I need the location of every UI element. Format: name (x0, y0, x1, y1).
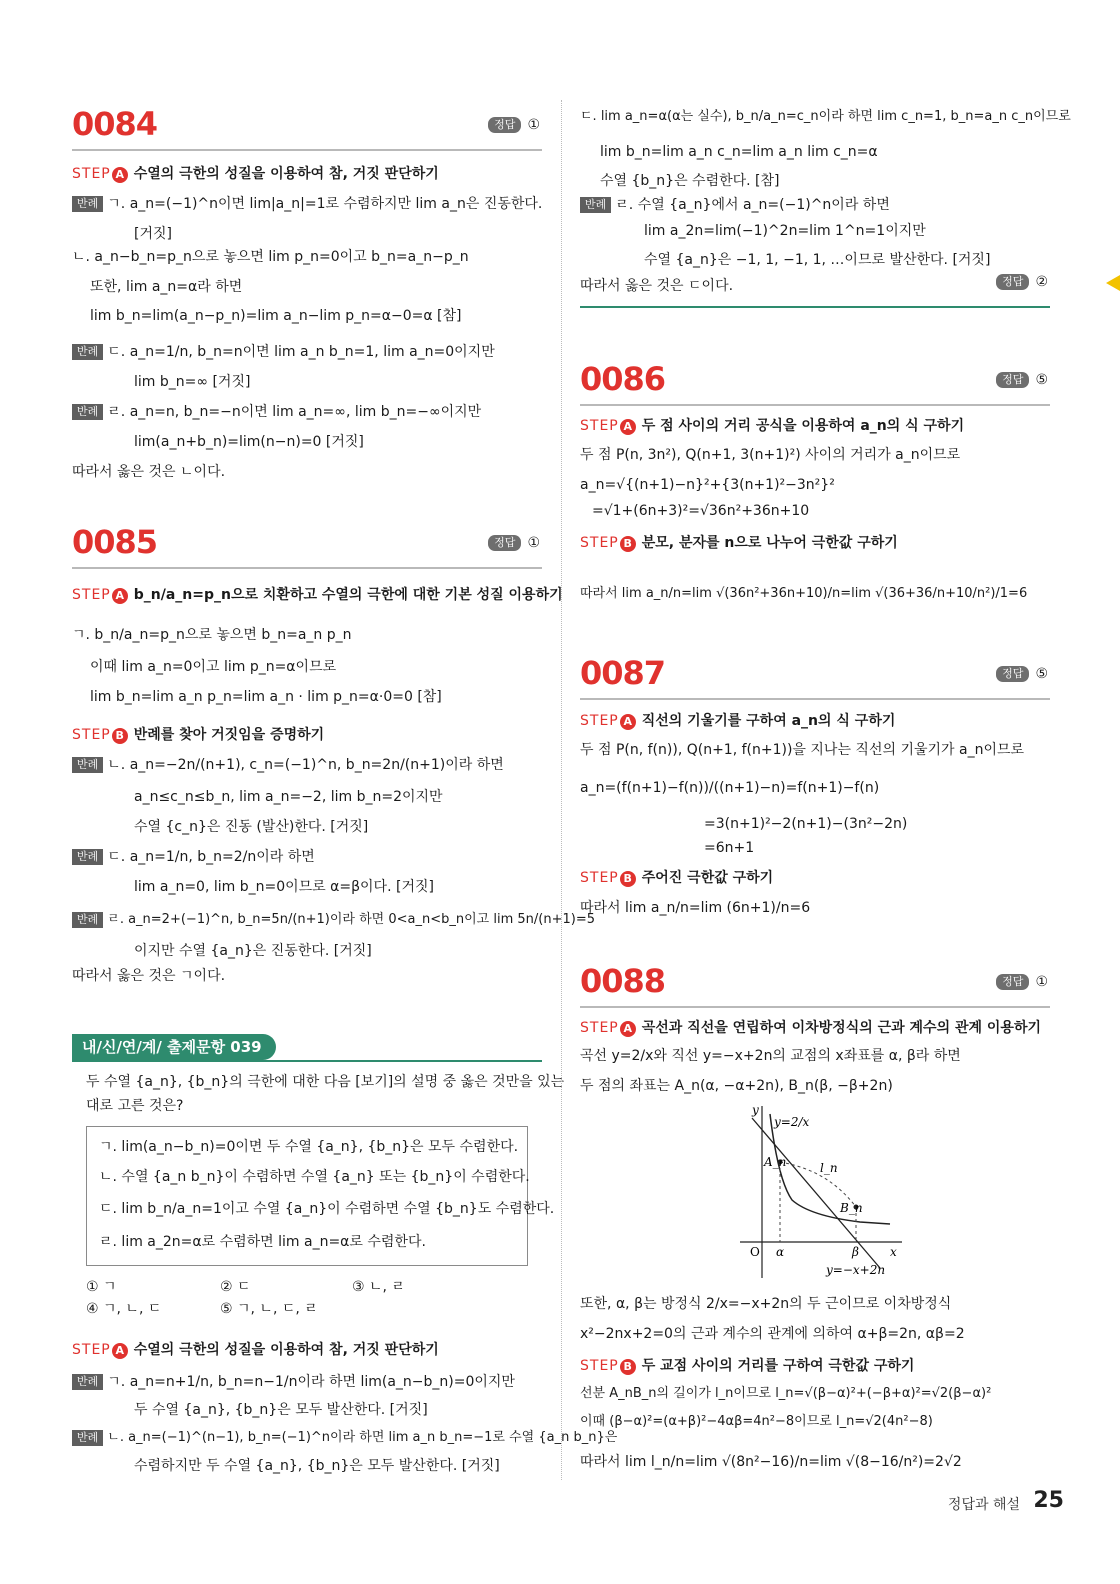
line-neg-x-2n (752, 1118, 880, 1268)
step-word: STEP (580, 713, 619, 729)
x-label: x (890, 1245, 897, 1259)
problem-number: 0086 (580, 360, 666, 398)
answer-tag: 정답 (996, 274, 1029, 290)
solution-line: 반례 ㄷ. a_n=1/n, b_n=2/n이라 하면 (72, 847, 315, 867)
step-title: 곡선과 직선을 연립하여 이차방정식의 근과 계수의 관계 이용하기 (641, 1020, 1041, 1036)
solution-line: 두 점 P(n, 3n²), Q(n+1, 3(n+1)²) 사이의 거리가 a_n이므로 (580, 447, 961, 463)
segment-label: l_n (820, 1161, 838, 1175)
choice-2[interactable]: ② ㄷ (220, 1279, 251, 1295)
conclusion-line: 따라서 옳은 것은 ㄴ이다. (72, 464, 226, 480)
solution-line: 선분 A_nB_n의 길이가 l_n이므로 l_n=√(β−α)²+(−β+α)²=√2(β−α)² (580, 1386, 992, 1401)
solution-line: 두 점의 좌표는 A_n(α, −α+2n), B_n(β, −β+2n) (580, 1078, 893, 1094)
solution-line: 반례 ㄹ. a_n=n, b_n=−n이면 lim a_n=∞, lim b_n=−∞이지만 (72, 402, 481, 422)
solution-line: 반례 ㄹ. 수열 {a_n}에서 a_n=(−1)^n이라 하면 (580, 195, 890, 215)
choice-1[interactable]: ① ㄱ (86, 1279, 117, 1295)
problem-0087-header (580, 654, 1050, 700)
step-a-heading (580, 711, 895, 731)
solution-line: 수열 {c_n}은 진동 (발산)한다. [거짓] (134, 819, 369, 835)
origin-label: O (750, 1245, 760, 1259)
solution-line: a_n≤c_n≤b_n, lim a_n=−2, lim b_n=2이지만 (134, 789, 443, 805)
solution-line: 반례 ㄴ. a_n=(−1)^(n−1), b_n=(−1)^n이라 하면 lim a_n b_n=−1로 수열 {a_n b_n}은 (72, 1428, 617, 1448)
step-title: 수열의 극한의 성질을 이용하여 참, 거짓 판단하기 (133, 166, 439, 182)
step-badge-a: A (112, 167, 128, 183)
problem-0084-header (72, 105, 542, 151)
solution-line: 반례 ㄴ. a_n=−2n/(n+1), c_n=(−1)^n, b_n=2n/(n+1)이라 하면 (72, 755, 504, 775)
conclusion-line: 따라서 옳은 것은 ㄱ이다. (72, 968, 226, 984)
answer-label (488, 535, 540, 551)
answer-tag: 정답 (996, 372, 1029, 388)
step-b-heading (580, 1356, 914, 1376)
step-title: b_n/a_n=p_n으로 치환하고 수열의 극한에 대한 기본 성질 이용하기 (133, 587, 563, 603)
answer-tag: 정답 (488, 535, 521, 551)
solution-line: 수열 {b_n}은 수렴한다. [참] (600, 173, 780, 189)
counter-tag: 반례 (580, 197, 611, 213)
step-badge-a: A (620, 419, 636, 435)
point-b-label: B_n (840, 1201, 863, 1215)
bogi-box (86, 1126, 555, 1266)
column-divider (561, 100, 562, 1480)
step-word: STEP (580, 535, 619, 551)
step-a-heading (72, 164, 439, 184)
solution-line: x²−2nx+2=0의 근과 계수의 관계에 의하여 α+β=2n, αβ=2 (580, 1326, 965, 1342)
solution-line: 반례 ㄱ. a_n=n+1/n, b_n=n−1/n이라 하면 lim(a_n−b_n)=0이지만 (72, 1372, 515, 1392)
problem-0085-header (72, 523, 542, 569)
step-badge-b: B (620, 536, 636, 552)
solution-line: ㄱ. b_n/a_n=p_n으로 놓으면 b_n=a_n p_n (72, 627, 352, 643)
naesin-header (72, 1034, 542, 1064)
point-a-label: A_n (764, 1155, 787, 1169)
y-label: y (752, 1103, 759, 1117)
alpha-label: α (776, 1245, 785, 1259)
step-a-heading (580, 1018, 1041, 1038)
step-word: STEP (72, 727, 111, 743)
answer-tag: 정답 (996, 666, 1029, 682)
step-word: STEP (580, 1358, 619, 1374)
solution-line: =3(n+1)²−2(n+1)−(3n²−2n) (704, 816, 908, 832)
solution-line: 또한, α, β는 방정식 2/x=−x+2n의 두 근이므로 이차방정식 (580, 1296, 952, 1312)
step-badge-b: B (620, 1359, 636, 1375)
step-word: STEP (72, 1342, 111, 1358)
bogi-item: ㄹ. lim a_2n=α로 수렴하면 lim a_n=α로 수렴한다. (99, 1234, 426, 1250)
solution-line: [거짓] (134, 226, 172, 242)
step-b-heading (580, 868, 773, 888)
beta-label: β (852, 1245, 859, 1259)
step-title: 주어진 극한값 구하기 (641, 870, 774, 886)
answer-tag: 정답 (488, 117, 521, 133)
solution-line: lim b_n=lim a_n c_n=lim a_n lim c_n=α (600, 144, 878, 160)
footer-label: 정답과 해설 (947, 1497, 1020, 1513)
solution-line: 반례 ㄱ. a_n=(−1)^n이면 lim|a_n|=1로 수렴하지만 lim a_n은 진동한다. (72, 194, 542, 214)
counter-tag: 반례 (72, 1374, 103, 1390)
step-word: STEP (580, 1020, 619, 1036)
solution-line: lim b_n=lim a_n p_n=lim a_n · lim p_n=α·0=0 [참] (90, 689, 442, 705)
answer-label (488, 117, 540, 133)
solution-line: lim a_2n=lim(−1)^2n=lim 1^n=1이지만 (644, 223, 926, 239)
answer-label (996, 372, 1048, 388)
solution-line: 두 점 P(n, f(n)), Q(n+1, f(n+1))을 지나는 직선의 기울기가 a_n이므로 (580, 742, 1025, 758)
naesin-rule (72, 1060, 542, 1062)
counter-tag: 반례 (72, 1430, 103, 1446)
counter-tag: 반례 (72, 849, 103, 865)
answer-value: ② (1035, 274, 1048, 290)
step-title: 반례를 찾아 거짓임을 증명하기 (133, 727, 325, 743)
step-badge-b: B (620, 871, 636, 887)
step-badge-a: A (620, 714, 636, 730)
solution-line: 따라서 lim a_n/n=lim (6n+1)/n=6 (580, 900, 811, 916)
choice-5[interactable]: ⑤ ㄱ, ㄴ, ㄷ, ㄹ (220, 1301, 318, 1317)
solution-line: =√1+(6n+3)²=√36n²+36n+10 (592, 503, 810, 519)
question-line: 대로 고른 것은? (86, 1098, 184, 1114)
step-word: STEP (72, 587, 111, 603)
solution-line: 수열 {a_n}은 −1, 1, −1, 1, …이므로 발산한다. [거짓] (644, 252, 991, 268)
step-a-heading (72, 585, 563, 605)
step-a-heading (580, 416, 964, 436)
problem-number: 0084 (72, 105, 158, 143)
step-badge-a: A (112, 1343, 128, 1359)
problem-0088-header (580, 962, 1050, 1008)
solution-line: 이때 lim a_n=0이고 lim p_n=α이므로 (90, 659, 337, 675)
solution-line: 반례 ㄹ. a_n=2+(−1)^n, b_n=5n/(n+1)이라 하면 0<a_n<b_n이고 lim 5n/(n+1)=5 (72, 910, 595, 930)
answer-value: ⑤ (1035, 666, 1048, 682)
step-word: STEP (580, 418, 619, 434)
problem-number: 0088 (580, 962, 666, 1000)
solution-line: lim(a_n+b_n)=lim(n−n)=0 [거짓] (134, 434, 364, 450)
problem-number: 0087 (580, 654, 666, 692)
solution-line: lim b_n=lim(a_n−p_n)=lim a_n−lim p_n=α−0=α [참] (90, 308, 462, 324)
bogi-item: ㄱ. lim(a_n−b_n)=0이면 두 수열 {a_n}, {b_n}은 모두 수렴한다. (99, 1139, 519, 1155)
step-b-heading (580, 533, 898, 553)
question-line: 두 수열 {a_n}, {b_n}의 극한에 대한 다음 [보기]의 설명 중 옳은 것만을 있는 (86, 1074, 565, 1090)
solution-line: lim b_n=∞ [거짓] (134, 374, 251, 390)
counter-tag: 반례 (72, 757, 103, 773)
choice-3[interactable]: ③ ㄴ, ㄹ (352, 1279, 405, 1295)
answer-value: ① (527, 535, 540, 551)
answer-value: ⑤ (1035, 372, 1048, 388)
naesin-section (72, 1034, 618, 1574)
step-badge-a: A (112, 588, 128, 604)
solution-line: a_n=√{(n+1)−n}²+{3(n+1)²−3n²}² (580, 477, 835, 493)
solution-line: 따라서 lim l_n/n=lim √(8n²−16)/n=lim √(8−16/n²)=2√2 (580, 1454, 962, 1470)
counter-tag: 반례 (72, 344, 103, 360)
curve-label: y=2/x (774, 1115, 810, 1129)
counter-tag: 반례 (72, 404, 103, 420)
step-b-heading (72, 725, 324, 745)
conclusion-line: 따라서 옳은 것은 ㄷ이다. (580, 278, 734, 294)
solution-line: 곡선 y=2/x와 직선 y=−x+2n의 교점의 x좌표를 α, β라 하면 (580, 1048, 961, 1064)
solution-line: 수렴하지만 두 수열 {a_n}, {b_n}은 모두 발산한다. [거짓] (134, 1458, 500, 1474)
answer-tag: 정답 (996, 974, 1029, 990)
solution-line: =6n+1 (704, 840, 755, 856)
answer-label (996, 974, 1048, 990)
solution-line: 또한, lim a_n=α라 하면 (90, 279, 243, 295)
step-title: 두 점 사이의 거리 공식을 이용하여 a_n의 식 구하기 (641, 418, 965, 434)
step-title: 수열의 극한의 성질을 이용하여 참, 거짓 판단하기 (133, 1342, 439, 1358)
step-title: 직선의 기울기를 구하여 a_n의 식 구하기 (641, 713, 896, 729)
step-a-heading (72, 1340, 439, 1360)
step-badge-b: B (112, 728, 128, 744)
bogi-item: ㄴ. 수열 {a_n b_n}이 수렴하면 수열 {a_n} 또는 {b_n}이 수렴한다. (99, 1169, 530, 1185)
solution-line: 두 수열 {a_n}, {b_n}은 모두 발산한다. [거짓] (134, 1402, 428, 1418)
bogi-item: ㄷ. lim b_n/a_n=1이고 수열 {a_n}이 수렴하면 수열 {b_n}도 수렴한다. (99, 1201, 555, 1217)
solution-line: 이지만 수열 {a_n}은 진동한다. [거짓] (134, 943, 372, 959)
counter-tag: 반례 (72, 196, 103, 212)
intersection-graph (730, 1100, 910, 1284)
solution-line: ㄴ. a_n−b_n=p_n으로 놓으면 lim p_n=0이고 b_n=a_n−p_n (72, 249, 469, 265)
solution-line: a_n=(f(n+1)−f(n))/((n+1)−n)=f(n+1)−f(n) (580, 780, 880, 796)
solution-line: lim a_n=0, lim b_n=0이므로 α=β이다. [거짓] (134, 879, 434, 895)
solution-line: 반례 ㄷ. a_n=1/n, b_n=n이면 lim a_n b_n=1, lim a_n=0이지만 (72, 342, 495, 362)
answer-label (996, 274, 1048, 290)
line-label: y=−x+2n (826, 1263, 886, 1277)
answer-value: ① (1035, 974, 1048, 990)
solution-line: 따라서 lim a_n/n=lim √(36n²+36n+10)/n=lim √(36+36/n+10/n²)/1=6 (580, 586, 1028, 601)
answer-label (996, 666, 1048, 682)
choice-4[interactable]: ④ ㄱ, ㄴ, ㄷ (86, 1301, 162, 1317)
step-title: 두 교점 사이의 거리를 구하여 극한값 구하기 (641, 1358, 915, 1374)
problem-0086-header (580, 360, 1050, 406)
naesin-tab: 내/신/연/계/ 출제문항 039 (72, 1034, 276, 1060)
counter-tag: 반례 (72, 912, 103, 928)
step-word: STEP (72, 166, 111, 182)
step-word: STEP (580, 870, 619, 886)
solution-line: ㄷ. lim a_n=α(α는 실수), b_n/a_n=c_n이라 하면 lim c_n=1, b_n=a_n c_n이므로 (580, 109, 1071, 124)
page-number: 25 (1033, 1488, 1064, 1513)
answer-value: ① (527, 117, 540, 133)
solution-line: 이때 (β−α)²=(α+β)²−4αβ=4n²−8이므로 l_n=√2(4n²−8) (580, 1414, 933, 1429)
problem-number: 0085 (72, 523, 158, 561)
section-divider (580, 306, 1050, 308)
step-badge-a: A (620, 1021, 636, 1037)
step-title: 분모, 분자를 n으로 나누어 극한값 구하기 (641, 535, 898, 551)
corner-tab-mark (1106, 275, 1120, 291)
